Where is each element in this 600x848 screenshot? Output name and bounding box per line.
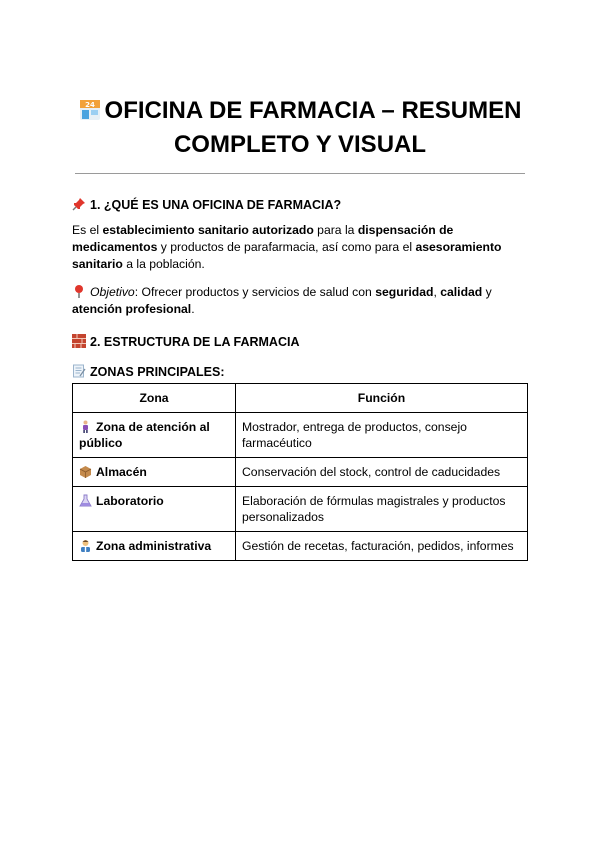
function-cell: Elaboración de fórmulas magistrales y productos personalizados	[236, 487, 528, 532]
divider	[75, 173, 525, 174]
section-2-heading-text: 2. ESTRUCTURA DE LA FARMACIA	[90, 335, 300, 349]
round-pushpin-icon	[72, 284, 86, 298]
page-title	[70, 94, 530, 162]
zones-subheading-text: ZONAS PRINCIPALES:	[90, 365, 225, 379]
flask-icon	[79, 494, 92, 507]
function-cell: Conservación del stock, control de caducidades	[236, 458, 528, 487]
pushpin-icon	[72, 197, 86, 211]
convenience-store-icon	[79, 99, 101, 121]
objective-paragraph: Objetivo: Ofrecer productos y servicios de salud con seguridad, calidad y atención profesional.	[72, 285, 492, 316]
title-line-2: COMPLETO Y VISUAL	[173, 131, 427, 158]
definition-paragraph: Es el establecimiento sanitario autorizado para la dispensación de medicamentos y productos de parafarmacia, así como para el asesoramiento sanitario a la población.	[72, 223, 502, 271]
table-row	[73, 458, 528, 487]
function-cell: Mostrador, entrega de productos, consejo farmacéutico	[236, 413, 528, 458]
table-row	[73, 532, 528, 561]
zones-subheading	[72, 364, 225, 380]
memo-icon	[72, 364, 86, 378]
zone-cell: Zona de atención al público	[73, 413, 236, 458]
section-2-heading	[72, 334, 300, 350]
table-header-row	[73, 384, 528, 413]
office-worker-icon	[79, 539, 92, 552]
section-1-heading	[72, 197, 341, 213]
table-row	[73, 413, 528, 458]
bricks-icon	[72, 334, 86, 348]
svg-text:24: 24	[84, 101, 95, 109]
zone-cell: Laboratorio	[73, 487, 236, 532]
zones-table	[72, 383, 528, 561]
section-1-heading-text: 1. ¿QUÉ ES UNA OFICINA DE FARMACIA?	[90, 198, 342, 212]
header-function: Función	[236, 384, 528, 413]
header-zone: Zona	[73, 384, 236, 413]
person-icon	[79, 420, 92, 433]
package-icon	[79, 465, 92, 478]
title-line-1: OFICINA DE FARMACIA – RESUMEN	[104, 97, 522, 124]
table-row	[73, 487, 528, 532]
zone-cell: Almacén	[73, 458, 236, 487]
function-cell: Gestión de recetas, facturación, pedidos, informes	[236, 532, 528, 561]
zone-cell: Zona administrativa	[73, 532, 236, 561]
